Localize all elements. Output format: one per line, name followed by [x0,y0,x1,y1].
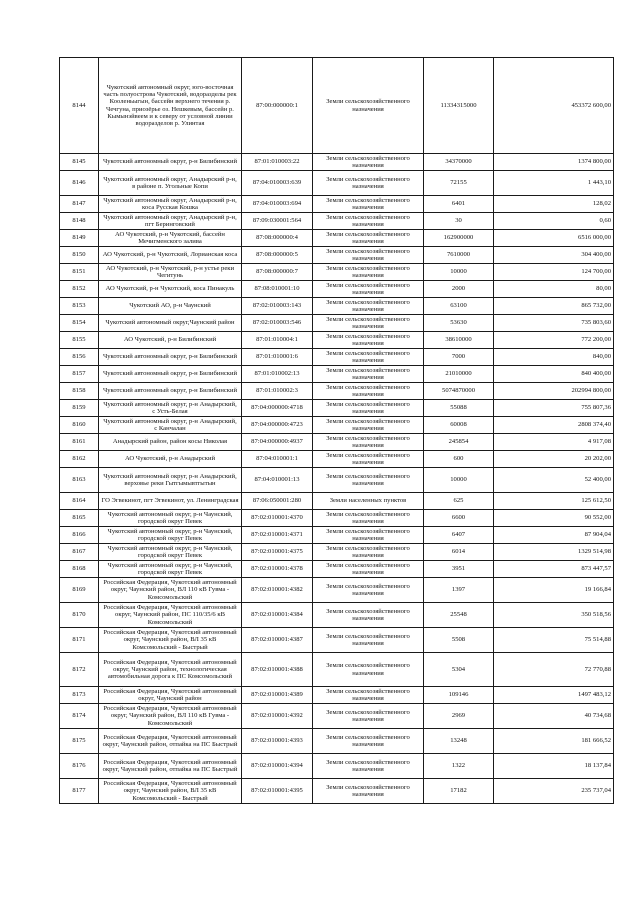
cadastral-value-cell: 772 200,00 [494,332,614,349]
row-number: 8165 [60,510,99,527]
table-row [60,687,614,704]
location-cell: Чукотский автономный округ,Чаунский район [99,315,242,332]
location-cell: Чукотский автономный округ, р-н Билибинский [99,366,242,383]
area-cell: 5074870000 [424,383,494,400]
area-cell: 7610000 [424,247,494,264]
cadastral-value-cell: 2808 374,40 [494,417,614,434]
table-row [60,527,614,544]
land-category-cell: Земли сельскохозяйственного назначения [313,247,424,264]
cadastral-number-cell: 87:02:010001:4378 [242,561,313,578]
area-cell: 5304 [424,653,494,687]
location-cell: Чукотский автономный округ, Анадырский р-н, коса Русская Кошка [99,196,242,213]
area-cell: 25548 [424,603,494,628]
location-cell: Чукотский автономный округ, Анадырский р-н, в районе п. Угольные Копи [99,171,242,196]
area-cell: 2969 [424,704,494,729]
table-row [60,653,614,687]
land-category-cell: Земли сельскохозяйственного назначения [313,527,424,544]
row-number: 8159 [60,400,99,417]
land-category-cell: Земли сельскохозяйственного назначения [313,510,424,527]
row-number: 8174 [60,704,99,729]
location-cell: Чукотский автономный округ, Анадырский р-н, пгт Беринговский [99,213,242,230]
location-cell: Чукотский автономный округ, р-н Чаунский, городской округ Певек [99,561,242,578]
land-category-cell: Земли сельскохозяйственного назначения [313,578,424,603]
area-cell: 3951 [424,561,494,578]
area-cell: 63100 [424,298,494,315]
land-category-cell: Земли сельскохозяйственного назначения [313,779,424,804]
row-number: 8145 [60,154,99,171]
cadastral-value-cell: 235 737,04 [494,779,614,804]
area-cell: 2000 [424,281,494,298]
table-row [60,628,614,653]
table-row [60,510,614,527]
cadastral-value-cell: 1329 514,98 [494,544,614,561]
table-row [60,544,614,561]
area-cell: 6600 [424,510,494,527]
table-row [60,264,614,281]
land-category-cell: Земли сельскохозяйственного назначения [313,468,424,493]
location-cell: АО Чукотский, р-н Чукотский, Лорианская коса [99,247,242,264]
area-cell: 1397 [424,578,494,603]
row-number: 8151 [60,264,99,281]
area-cell: 13248 [424,729,494,754]
table-row [60,58,614,154]
land-category-cell: Земли сельскохозяйственного назначения [313,687,424,704]
cadastral-value-cell: 6516 000,00 [494,230,614,247]
cadastral-number-cell: 87:09:030001:564 [242,213,313,230]
area-cell: 5508 [424,628,494,653]
area-cell: 17182 [424,779,494,804]
land-category-cell: Земли сельскохозяйственного назначения [313,171,424,196]
land-category-cell: Земли сельскохозяйственного назначения [313,434,424,451]
location-cell: Чукотский АО, р-н Чаунский [99,298,242,315]
location-cell: Чукотский автономный округ, р-н Чаунский, городской округ Певек [99,544,242,561]
cadastral-number-cell: 87:04:010003:694 [242,196,313,213]
location-cell: Чукотский автономный округ, юго-восточная часть полуострова Чукотский, водоразделы рек Кооленьыгын, бассейн верхнего течения р. Чечгуна, приозёрье оз. Нешкевым, бассейн р. Кымынэйвеем и к северу от условной линии водоразделов р. Улинтая [99,58,242,154]
row-number: 8163 [60,468,99,493]
area-cell: 600 [424,451,494,468]
land-category-cell: Земли сельскохозяйственного назначения [313,561,424,578]
location-cell: Российская Федерация, Чукотский автономный округ, Чаунский район [99,687,242,704]
table-row [60,230,614,247]
location-cell: Российская Федерация, Чукотский автономный округ, Чаунский район, ПС 110/35/6 кВ Комсомольский [99,603,242,628]
cadastral-value-cell: 19 166,84 [494,578,614,603]
cadastral-value-cell: 52 400,00 [494,468,614,493]
location-cell: Российская Федерация, Чукотский автономный округ, Чаунский район, ВЛ 35 кВ Комсомольский - Быстрый [99,628,242,653]
table-row [60,417,614,434]
row-number: 8156 [60,349,99,366]
land-category-cell: Земли сельскохозяйственного назначения [313,400,424,417]
land-category-cell: Земли сельскохозяйственного назначения [313,603,424,628]
cadastral-number-cell: 87:06:050001:280 [242,493,313,510]
table-row [60,298,614,315]
table-row [60,779,614,804]
location-cell: Российская Федерация, Чукотский автономный округ, Чаунский район, технологическая автомобильная дорога к ПС Комсомольский [99,653,242,687]
location-cell: Российская Федерация, Чукотский автономный округ, Чаунский район, ВЛ 110 кВ Гувма - Комсомольский [99,578,242,603]
area-cell: 1322 [424,754,494,779]
cadastral-number-cell: 87:04:000000:4718 [242,400,313,417]
land-category-cell: Земли сельскохозяйственного назначения [313,264,424,281]
row-number: 8168 [60,561,99,578]
location-cell: Чукотский автономный округ, р-н Анадырский, верховье реки Гытгымывтгытын [99,468,242,493]
area-cell: 10000 [424,468,494,493]
table-row [60,468,614,493]
land-category-cell: Земли сельскохозяйственного назначения [313,230,424,247]
area-cell: 53630 [424,315,494,332]
cadastral-value-cell: 1 443,10 [494,171,614,196]
cadastral-value-cell: 873 447,57 [494,561,614,578]
cadastral-value-cell: 755 807,36 [494,400,614,417]
cadastral-number-cell: 87:02:010001:4394 [242,754,313,779]
row-number: 8147 [60,196,99,213]
row-number: 8148 [60,213,99,230]
row-number: 8172 [60,653,99,687]
land-category-cell: Земли сельскохозяйственного назначения [313,281,424,298]
location-cell: Российская Федерация, Чукотский автономный округ, Чаунский район, отпайка на ПС Быстрый [99,729,242,754]
cadastral-value-cell: 453372 600,00 [494,58,614,154]
cadastral-number-cell: 87:04:000000:4723 [242,417,313,434]
cadastral-number-cell: 87:02:010003:143 [242,298,313,315]
location-cell: Чукотский автономный округ, р-н Билибинский [99,383,242,400]
cadastral-number-cell: 87:02:010001:4392 [242,704,313,729]
table-row [60,383,614,400]
table-row [60,332,614,349]
row-number: 8144 [60,58,99,154]
area-cell: 162900000 [424,230,494,247]
cadastral-number-cell: 87:00:000000:1 [242,58,313,154]
cadastral-number-cell: 87:08:000000:5 [242,247,313,264]
location-cell: Чукотский автономный округ, р-н Анадырский, с Канчалан [99,417,242,434]
area-cell: 60008 [424,417,494,434]
table-row [60,729,614,754]
cadastral-number-cell: 87:02:010001:4389 [242,687,313,704]
cadastral-value-cell: 840 400,00 [494,366,614,383]
location-cell: Чукотский автономный округ, р-н Чаунский, городской округ Певек [99,510,242,527]
land-category-cell: Земли сельскохозяйственного назначения [313,754,424,779]
cadastral-value-cell: 90 552,00 [494,510,614,527]
land-category-cell: Земли сельскохозяйственного назначения [313,213,424,230]
land-category-cell: Земли сельскохозяйственного назначения [313,417,424,434]
land-category-cell: Земли сельскохозяйственного назначения [313,628,424,653]
table-row [60,247,614,264]
area-cell: 21010000 [424,366,494,383]
cadastral-value-cell: 75 514,88 [494,628,614,653]
table-row [60,704,614,729]
row-number: 8171 [60,628,99,653]
land-category-cell: Земли сельскохозяйственного назначения [313,332,424,349]
cadastral-number-cell: 87:02:010001:4382 [242,578,313,603]
cadastral-number-cell: 87:01:010004:1 [242,332,313,349]
land-category-cell: Земли сельскохозяйственного назначения [313,298,424,315]
cadastral-value-cell: 124 700,00 [494,264,614,281]
cadastral-number-cell: 87:02:010003:546 [242,315,313,332]
row-number: 8176 [60,754,99,779]
area-cell: 6407 [424,527,494,544]
area-cell: 55088 [424,400,494,417]
cadastral-number-cell: 87:02:010001:4371 [242,527,313,544]
land-category-cell: Земли сельскохозяйственного назначения [313,366,424,383]
cadastral-value-cell: 4 917,08 [494,434,614,451]
table-row [60,493,614,510]
cadastral-value-cell: 181 666,52 [494,729,614,754]
row-number: 8167 [60,544,99,561]
area-cell: 625 [424,493,494,510]
location-cell: ГО Эгвекинот, пгт Эгвекинот, ул. Ленинградская [99,493,242,510]
cadastral-number-cell: 87:02:010001:4370 [242,510,313,527]
table-row [60,213,614,230]
table-body [60,58,614,804]
cadastral-number-cell: 87:02:010001:4393 [242,729,313,754]
row-number: 8153 [60,298,99,315]
table-row [60,366,614,383]
row-number: 8157 [60,366,99,383]
land-category-cell: Земли сельскохозяйственного назначения [313,196,424,213]
location-cell: Чукотский автономный округ, р-н Билибинский [99,154,242,171]
table-row [60,196,614,213]
row-number: 8166 [60,527,99,544]
land-plots-table [59,57,614,804]
land-category-cell: Земли сельскохозяйственного назначения [313,704,424,729]
area-cell: 10000 [424,264,494,281]
location-cell: Чукотский автономный округ, р-н Билибинский [99,349,242,366]
cadastral-number-cell: 87:08:000000:7 [242,264,313,281]
table-row [60,154,614,171]
row-number: 8160 [60,417,99,434]
row-number: 8150 [60,247,99,264]
location-cell: Чукотский автономный округ, р-н Чаунский, городской округ Певек [99,527,242,544]
cadastral-value-cell: 202994 800,00 [494,383,614,400]
land-category-cell: Земли сельскохозяйственного назначения [313,58,424,154]
row-number: 8152 [60,281,99,298]
area-cell: 6014 [424,544,494,561]
cadastral-number-cell: 87:04:010003:639 [242,171,313,196]
cadastral-number-cell: 87:04:010001:1 [242,451,313,468]
table-row [60,603,614,628]
cadastral-number-cell: 87:08:010001:10 [242,281,313,298]
cadastral-number-cell: 87:01:010002:3 [242,383,313,400]
row-number: 8162 [60,451,99,468]
land-category-cell: Земли сельскохозяйственного назначения [313,729,424,754]
area-cell: 38610000 [424,332,494,349]
land-category-cell: Земли сельскохозяйственного назначения [313,544,424,561]
area-cell: 7000 [424,349,494,366]
row-number: 8161 [60,434,99,451]
row-number: 8175 [60,729,99,754]
cadastral-value-cell: 1374 800,00 [494,154,614,171]
cadastral-value-cell: 735 803,60 [494,315,614,332]
table-row [60,754,614,779]
row-number: 8149 [60,230,99,247]
cadastral-value-cell: 840,00 [494,349,614,366]
table-row [60,400,614,417]
row-number: 8173 [60,687,99,704]
location-cell: АО Чукотский, р-н Анадырский [99,451,242,468]
location-cell: Чукотский автономный округ, р-н Анадырский, с Усть-Белая [99,400,242,417]
cadastral-number-cell: 87:01:010001:6 [242,349,313,366]
row-number: 8146 [60,171,99,196]
cadastral-number-cell: 87:04:000000:4937 [242,434,313,451]
table-row [60,561,614,578]
table-row [60,281,614,298]
row-number: 8177 [60,779,99,804]
land-category-cell: Земли сельскохозяйственного назначения [313,451,424,468]
cadastral-number-cell: 87:08:000000:4 [242,230,313,247]
location-cell: Российская Федерация, Чукотский автономный округ, Чаунский район, отпайка на ПС Быстрый [99,754,242,779]
cadastral-number-cell: 87:01:010003:22 [242,154,313,171]
area-cell: 34370000 [424,154,494,171]
cadastral-number-cell: 87:01:010002:13 [242,366,313,383]
land-category-cell: Земли сельскохозяйственного назначения [313,653,424,687]
land-category-cell: Земли сельскохозяйственного назначения [313,315,424,332]
area-cell: 245854 [424,434,494,451]
cadastral-number-cell: 87:02:010001:4384 [242,603,313,628]
location-cell: АО Чукотский, р-н Чукотский, бассейн Мечигменского залива [99,230,242,247]
cadastral-value-cell: 20 202,00 [494,451,614,468]
row-number: 8155 [60,332,99,349]
cadastral-number-cell: 87:02:010001:4388 [242,653,313,687]
row-number: 8154 [60,315,99,332]
table-row [60,171,614,196]
cadastral-value-cell: 18 137,84 [494,754,614,779]
table-row [60,315,614,332]
cadastral-value-cell: 128,02 [494,196,614,213]
location-cell: Анадырский район, район косы Николая [99,434,242,451]
row-number: 8170 [60,603,99,628]
land-category-cell: Земли населенных пунктов [313,493,424,510]
table-row [60,349,614,366]
table-row [60,434,614,451]
location-cell: АО Чукотский, р-н Чукотский, р-н устье реки Чегитунь [99,264,242,281]
cadastral-number-cell: 87:04:010001:13 [242,468,313,493]
location-cell: АО Чукотский, р-н Билибинский [99,332,242,349]
cadastral-value-cell: 1497 483,12 [494,687,614,704]
cadastral-value-cell: 87 904,04 [494,527,614,544]
area-cell: 6401 [424,196,494,213]
cadastral-value-cell: 125 612,50 [494,493,614,510]
cadastral-number-cell: 87:02:010001:4375 [242,544,313,561]
cadastral-value-cell: 40 734,68 [494,704,614,729]
table-row [60,578,614,603]
land-category-cell: Земли сельскохозяйственного назначения [313,383,424,400]
cadastral-value-cell: 80,00 [494,281,614,298]
cadastral-number-cell: 87:02:010001:4395 [242,779,313,804]
row-number: 8158 [60,383,99,400]
cadastral-value-cell: 0,60 [494,213,614,230]
location-cell: Российская Федерация, Чукотский автономный округ, Чаунский район, ВЛ 35 кВ Комсомольский - Быстрый [99,779,242,804]
cadastral-value-cell: 350 518,56 [494,603,614,628]
cadastral-value-cell: 304 400,00 [494,247,614,264]
location-cell: АО Чукотский, р-н Чукотский, коса Пинакуль [99,281,242,298]
cadastral-value-cell: 865 732,00 [494,298,614,315]
table-row [60,451,614,468]
location-cell: Российская Федерация, Чукотский автономный округ, Чаунский район, ВЛ 110 кВ Гувма - Комсомольский [99,704,242,729]
cadastral-number-cell: 87:02:010001:4387 [242,628,313,653]
land-category-cell: Земли сельскохозяйственного назначения [313,349,424,366]
area-cell: 72155 [424,171,494,196]
area-cell: 11334315000 [424,58,494,154]
area-cell: 109146 [424,687,494,704]
row-number: 8169 [60,578,99,603]
row-number: 8164 [60,493,99,510]
land-category-cell: Земли сельскохозяйственного назначения [313,154,424,171]
cadastral-value-cell: 72 770,88 [494,653,614,687]
area-cell: 30 [424,213,494,230]
